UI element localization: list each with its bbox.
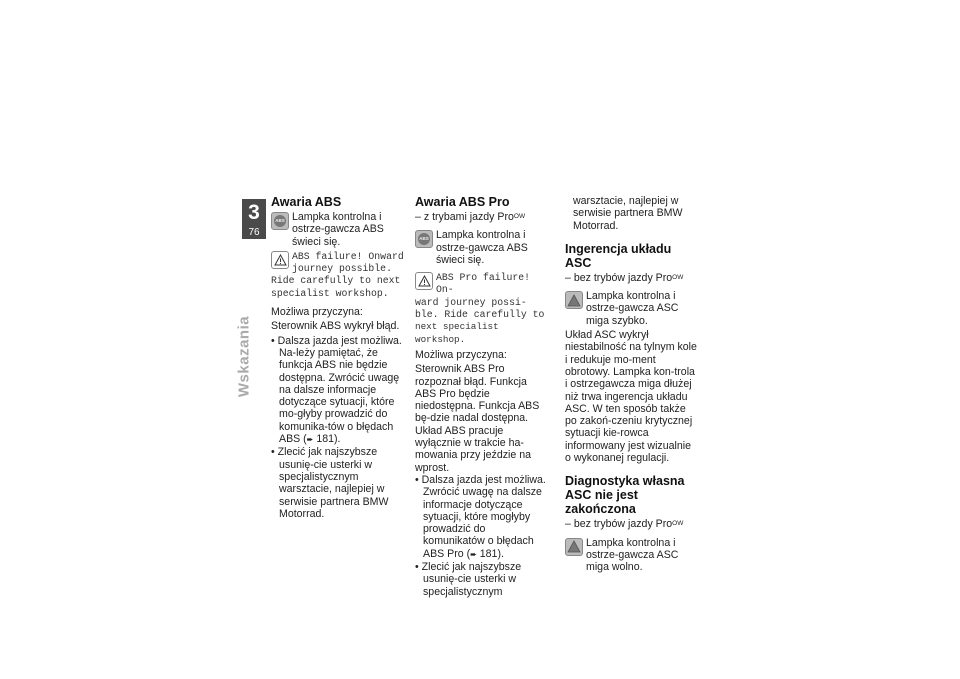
warning-triangle-icon	[415, 272, 433, 290]
bullet-item: • Zlecić jak najszybsze usunię-cie usterki w specjalistycznym warsztacie, najlepiej w serwisie partnera BMW Motorrad.	[271, 446, 389, 520]
asc-warning-lamp-icon	[565, 538, 583, 556]
display-line: Ride carefully to next	[271, 275, 401, 287]
cause-text: Sterownik ABS wykrył błąd.	[271, 320, 400, 333]
page-number: 76	[248, 227, 260, 238]
heading-asc-self-diagnosis: Diagnostyka własna ASC nie jest zakończona	[565, 474, 685, 517]
column-asc	[565, 195, 698, 574]
abs-warning-lamp-icon: ABS	[271, 212, 289, 230]
cause-label: Możliwa przyczyna:	[415, 348, 507, 361]
condition-text: – z trybami jazdy Pro$^{OW}$	[415, 211, 526, 223]
display-line: journey possible.	[292, 263, 392, 275]
chapter-number: 3	[248, 201, 260, 224]
arrow-right-icon: ➨	[470, 549, 477, 559]
abs-warning-lamp-icon: ABS	[415, 230, 433, 248]
warning-triangle-icon	[271, 251, 289, 269]
bullet-item: • Dalsza jazda jest możliwa. Na-leży pamiętać, że funkcja ABS nie będzie dostępna. Zwrócić uwagę na dalsze informacje dotyczące sytuacji, które mo-głyby prowadzić do komunika-tów o błędach ABS (➨ 181).	[271, 334, 402, 446]
heading-abs-pro-failure: Awaria ABS Pro	[415, 195, 510, 209]
condition-text: – bez trybów jazdy Pro$^{OW}$	[565, 271, 684, 284]
display-message	[415, 272, 548, 346]
heading-asc-intervention: Ingerencja układu ASC	[565, 241, 672, 270]
body-text: Układ ASC wykrył niestabilność na tylnym kole i redukuje mo-ment obrotowy. Lampka kon-trola i ostrzegawcza miga dłużej niż trwa ingerencja układu ASC. W ten sposób także po zakoń-czeniu krytycznej sytuacji kie-rowca informowany jest wizualnie o wykonanej regulacji.	[565, 329, 697, 465]
indicator-row	[271, 211, 405, 248]
arrow-right-icon: ➨	[306, 435, 314, 445]
continued-text: warsztacie, najlepiej w serwisie partnera BMW Motorrad.	[573, 195, 683, 232]
indicator-text: Lampka kontrolna i ostrze-gawcza ABS świeci się.	[292, 211, 384, 248]
heading-abs-failure: Awaria ABS	[271, 195, 342, 209]
indicator-text: Lampka kontrolna i ostrze-gawcza ASC miga szybko.	[586, 290, 679, 327]
display-line: ABS Pro failure! On-	[436, 272, 531, 296]
display-line: next specialist workshop.	[415, 321, 499, 345]
bullet-item: • Dalsza jazda jest możliwa. Zwrócić uwagę na dalsze informacje dotyczące sytuacji, które mogłyby prowadzić do komunikatów o błędach ABS Pro (➨ 181).	[415, 473, 546, 560]
display-line: ble. Ride carefully to	[415, 309, 545, 321]
bullet-item: • Zlecić jak najszybsze usunię-cie usterki w specjalistycznym	[415, 561, 522, 598]
column-abs-pro-failure	[415, 195, 548, 598]
cause-text: Sterownik ABS Pro rozpoznał błąd. Funkcja ABS Pro będzie niedostępna. Funkcja ABS bę-dzie nadal dostępna. Układ ABS pracuje wyłącznie w trakcie ha-mowania przy jeździe na wprost.	[415, 363, 540, 474]
display-line: specialist workshop.	[271, 287, 389, 299]
cause-label: Możliwa przyczyna:	[271, 306, 363, 319]
indicator-row	[415, 229, 548, 266]
condition-text: – bez trybów jazdy Pro$^{OW}$	[565, 518, 684, 531]
display-message	[271, 251, 405, 300]
indicator-text: Lampka kontrolna i ostrze-gawcza ABS świeci się.	[436, 229, 528, 266]
section-label: Wskazania	[235, 315, 253, 398]
display-line: ABS failure! Onward	[292, 250, 404, 262]
column-abs-failure	[271, 195, 405, 520]
asc-warning-lamp-icon	[565, 291, 583, 309]
indicator-row	[565, 290, 698, 327]
indicator-text: Lampka kontrolna i ostrze-gawcza ASC miga wolno.	[586, 536, 679, 574]
display-line: ward journey possi-	[415, 296, 527, 308]
indicator-row	[565, 537, 698, 574]
